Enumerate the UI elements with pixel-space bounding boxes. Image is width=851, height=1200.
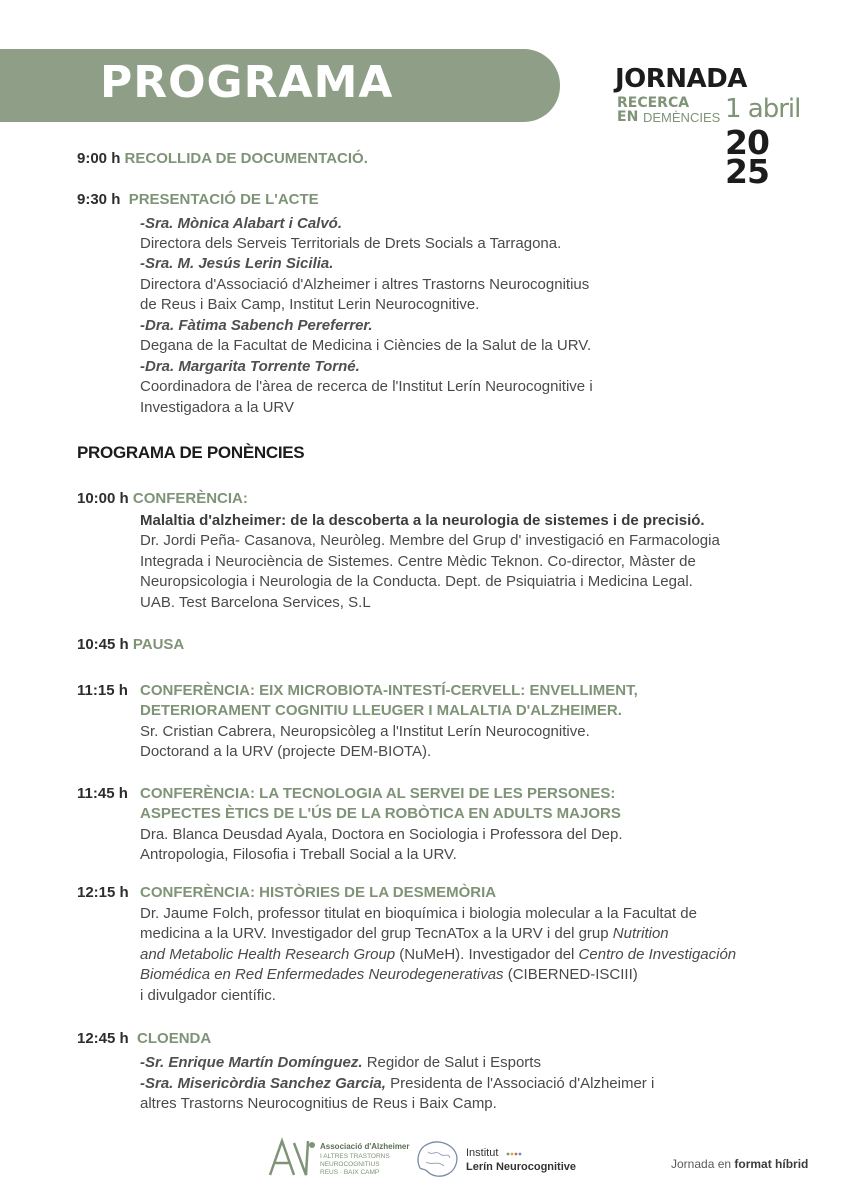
- logo-year-top: 20: [725, 123, 769, 162]
- schedule-item-closing: [77, 1029, 211, 1049]
- speaker-name: -Dra. Margarita Torrente Torné.: [140, 358, 360, 375]
- speaker-name: -Sra. Mònica Alabart i Calvó.: [140, 215, 342, 232]
- item-label: CONFERÈNCIA:: [132, 490, 248, 507]
- speaker-bio: UAB. Test Barcelona Services, S.L: [140, 594, 371, 611]
- schedule-item-conference-1: [77, 489, 248, 509]
- schedule-item-opening: [77, 190, 319, 210]
- closing-speaker: [140, 1074, 654, 1094]
- speaker-bio: Doctorand a la URV (projecte DEM-BIOTA).: [140, 743, 432, 760]
- speaker-bio: [140, 945, 736, 965]
- speaker-role: Coordinadora de l'àrea de recerca de l'Institut Lerín Neurocognitive i: [140, 378, 593, 395]
- header-banner: [0, 49, 560, 122]
- alz-logo-title: Associació d'Alzheimer: [320, 1142, 410, 1151]
- item-time: 11:45 h: [77, 785, 128, 802]
- speaker-bio: i divulgador científic.: [140, 987, 276, 1004]
- speaker-role: Directora d'Associació d'Alzheimer i altres Trastorns Neurocognitius: [140, 276, 590, 293]
- speaker-name: -Sr. Enrique Martín Domínguez.: [140, 1054, 363, 1071]
- speaker-role: Degana de la Facultat de Medicina i Ciències de la Salut de la URV.: [140, 337, 592, 354]
- logo-jornada: JORNADA: [615, 64, 747, 94]
- item-time: 9:00 h: [77, 150, 121, 167]
- speaker-bio: Dr. Jaume Folch, professor titulat en bioquímica i biologia molecular a la Facultat de: [140, 905, 697, 922]
- speaker-role: Regidor de Salut i Esports: [362, 1054, 541, 1071]
- item-label: CLOENDA: [137, 1030, 212, 1047]
- speaker-bio: Dra. Blanca Deusdad Ayala, Doctora en Sociologia i Professora del Dep.: [140, 826, 623, 843]
- speaker-role: Directora dels Serveis Territorials de Drets Socials a Tarragona.: [140, 235, 562, 252]
- speaker-bio: Antropologia, Filosofia i Treball Social a la URV.: [140, 846, 457, 863]
- closing-speaker: [140, 1053, 541, 1073]
- bio-text: medicina a la URV. Investigador del grup TecnATox a la URV i del grup: [140, 925, 613, 942]
- hybrid-format-note: [671, 1157, 808, 1171]
- alz-logo-sub3: REUS · BAIX CAMP: [320, 1169, 380, 1176]
- bio-italic: Nutrition: [612, 925, 669, 942]
- lerin-logo-line1: Institut: [466, 1147, 499, 1159]
- alzheimer-association-logo: [268, 1137, 410, 1179]
- event-logo: [615, 64, 805, 194]
- logo-year-bottom: 25: [725, 152, 769, 191]
- bio-text: (CIBERNED-ISCIII): [503, 966, 638, 983]
- logo-demencies: DEMÈNCIES: [643, 110, 721, 125]
- bio-italic: and Metabolic Health Research Group: [140, 946, 396, 963]
- speaker-role: Presidenta de l'Associació d'Alzheimer i: [385, 1075, 655, 1092]
- section-heading: PROGRAMA DE PONÈNCIES: [77, 443, 305, 462]
- speaker-bio: Sr. Cristian Cabrera, Neuropsicòleg a l'Institut Lerín Neurocognitive.: [140, 723, 590, 740]
- item-time: 10:00 h: [77, 490, 129, 507]
- logo-recerca: RECERCA: [617, 95, 690, 111]
- speaker-bio: Dr. Jordi Peña- Casanova, Neuròleg. Membre del Grup d' investigació en Farmacologia: [140, 532, 720, 549]
- speaker-bio: [140, 924, 669, 944]
- item-time: 9:30 h: [77, 191, 121, 208]
- talk-title: CONFERÈNCIA: LA TECNOLOGIA AL SERVEI DE LES PERSONES:: [140, 785, 616, 802]
- schedule-item-break: [77, 635, 184, 655]
- note-bold: format híbrid: [734, 1157, 809, 1171]
- item-time: 10:45 h: [77, 636, 129, 653]
- item-label: PAUSA: [132, 636, 185, 653]
- speaker-name: -Dra. Fàtima Sabench Pereferrer.: [140, 317, 373, 334]
- item-title: PRESENTACIÓ DE L'ACTE: [128, 191, 319, 208]
- speaker-role: de Reus i Baix Camp, Institut Lerin Neurocognitive.: [140, 296, 480, 313]
- lerin-logo-line2: Lerín Neurocognitive: [466, 1161, 577, 1173]
- speaker-bio: Neuropsicologia i Neurologia de la Conducta. Dept. de Psiquiatria i Medicina Legal.: [140, 573, 693, 590]
- talk-title: ASPECTES ÈTICS DE L'ÚS DE LA ROBÒTICA EN ADULTS MAJORS: [140, 805, 621, 822]
- logo-date: 1 abril: [725, 94, 801, 124]
- speaker-name: -Sra. Misericòrdia Sanchez Garcia,: [140, 1075, 386, 1092]
- logo-en: EN: [617, 109, 639, 125]
- bio-italic: Biomédica en Red Enfermedades Neurodegenerativas: [140, 966, 504, 983]
- talk-title: CONFERÈNCIA: HISTÒRIES DE LA DESMEMÒRIA: [140, 884, 497, 901]
- speaker-bio: [140, 965, 638, 985]
- alz-logo-sub2: NEUROCOGNITIUS: [320, 1161, 380, 1168]
- bio-italic: Centro de Investigación: [578, 946, 737, 963]
- speaker-bio: Integrada i Neurociència de Sistemes. Centre Mèdic Teknon. Co-director, Màster de: [140, 553, 696, 570]
- talk-title: CONFERÈNCIA: EIX MICROBIOTA-INTESTÍ-CERVELL: ENVELLIMENT,: [140, 682, 638, 699]
- talk-title: Malaltia d'alzheimer: de la descoberta a la neurologia de sistemes i de precisió.: [140, 512, 705, 529]
- speaker-role: Investigadora a la URV: [140, 399, 294, 416]
- alz-logo-sub1: I ALTRES TRASTORNS: [320, 1153, 390, 1160]
- note-text: Jornada en: [671, 1157, 735, 1171]
- speaker-role: altres Trastorns Neurocognitius de Reus i Baix Camp.: [140, 1095, 497, 1112]
- item-time: 12:45 h: [77, 1030, 129, 1047]
- lerin-institute-logo: [414, 1138, 584, 1180]
- item-time: 12:15 h: [77, 884, 129, 901]
- talk-title: DETERIORAMENT COGNITIU LLEUGER I MALALTIA D'ALZHEIMER.: [140, 702, 622, 719]
- item-title: RECOLLIDA DE DOCUMENTACIÓ.: [124, 150, 368, 167]
- item-time: 11:15 h: [77, 682, 128, 699]
- bio-text: (NuMeH). Investigador del: [395, 946, 579, 963]
- page-title: PROGRAMA: [100, 57, 394, 108]
- speaker-name: -Sra. M. Jesús Lerin Sicilia.: [140, 255, 334, 272]
- schedule-item-registration: [77, 149, 368, 169]
